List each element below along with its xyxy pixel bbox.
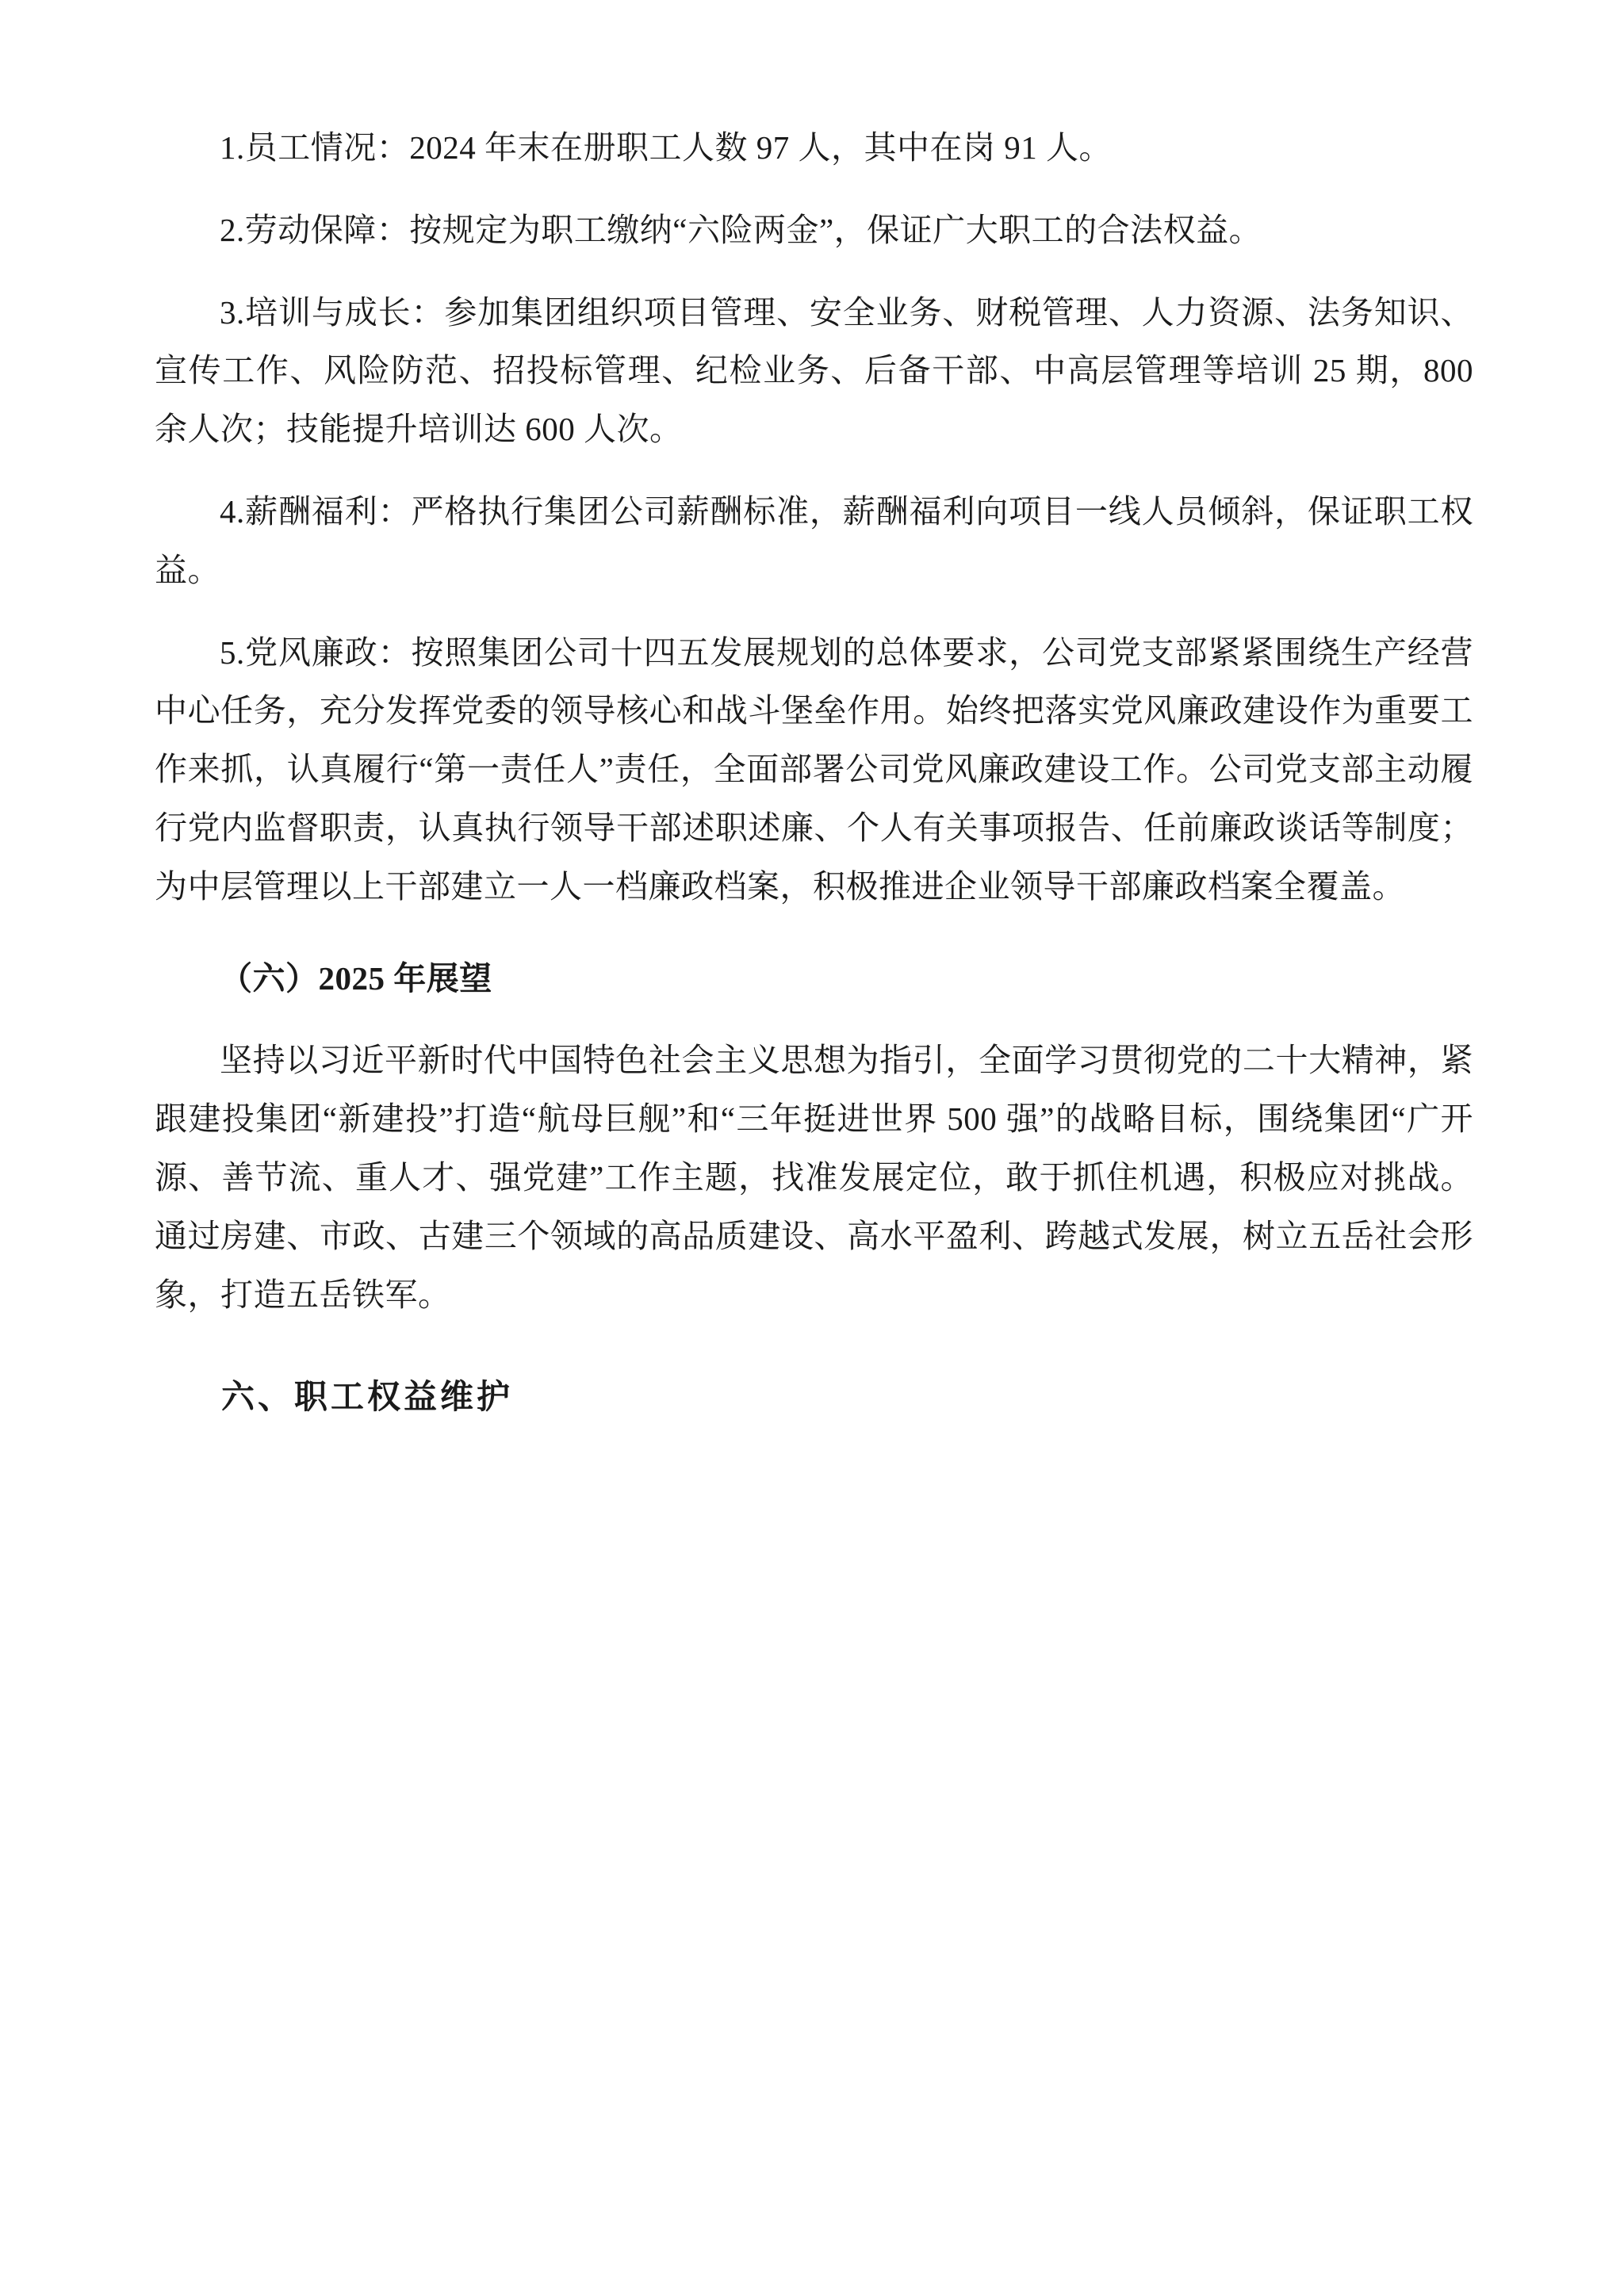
para-training-growth: 3.培训与成长：参加集团组织项目管理、安全业务、财税管理、人力资源、法务知识、宣传工作、风险防范、招投标管理、纪检业务、后备干部、中高层管理等培训 25 期，800 余人次；技能提升培训达 600 人次。 [155, 293, 1473, 448]
para-party-discipline: 5.党风廉政：按照集团公司十四五发展规划的总体要求，公司党支部紧紧围绕生产经营中心任务，充分发挥党委的领导核心和战斗堡垒作用。始终把落实党风廉政建设作为重要工作来抓，认真履行“第一责任人”责任，全面部署公司党风廉政建设工作。公司党支部主动履行党内监督职责，认真执行领导干部述职述廉、个人有关事项报告、任前廉政谈话等制度；为中层管理以上干部建立一人一档廉政档案，积极推进企业领导干部廉政档案全覆盖。 [155, 633, 1473, 905]
para-labor-security: 2.劳动保障：按规定为职工缴纳“六险两金”，保证广大职工的合法权益。 [220, 211, 1262, 248]
heading-2025-outlook: （六）2025 年展望 [220, 959, 492, 997]
para-employee-status: 1.员工情况：2024 年末在册职工人数 97 人，其中在岗 91 人。 [220, 129, 1112, 166]
heading-section-six: 六、职工权益维护 [221, 1380, 514, 1417]
para-salary-welfare: 4.薪酬福利：严格执行集团公司薪酬标准，薪酬福利向项目一线人员倾斜，保证职工权益。 [155, 492, 1473, 588]
para-2025-outlook-body: 坚持以习近平新时代中国特色社会主义思想为指引，全面学习贯彻党的二十大精神，紧跟建投集团“新建投”打造“航母巨舰”和“三年挺进世界 500 强”的战略目标，围绕集团“广开源、善节流、重人才、强党建”工作主题，找准发展定位，敢于抓住机遇，积极应对挑战。通过房建、市政、古建三个领域的高品质建设、高水平盈利、跨越式发展，树立五岳社会形象，打造五岳铁军。 [155, 1042, 1473, 1313]
document-body [155, 119, 1473, 1429]
